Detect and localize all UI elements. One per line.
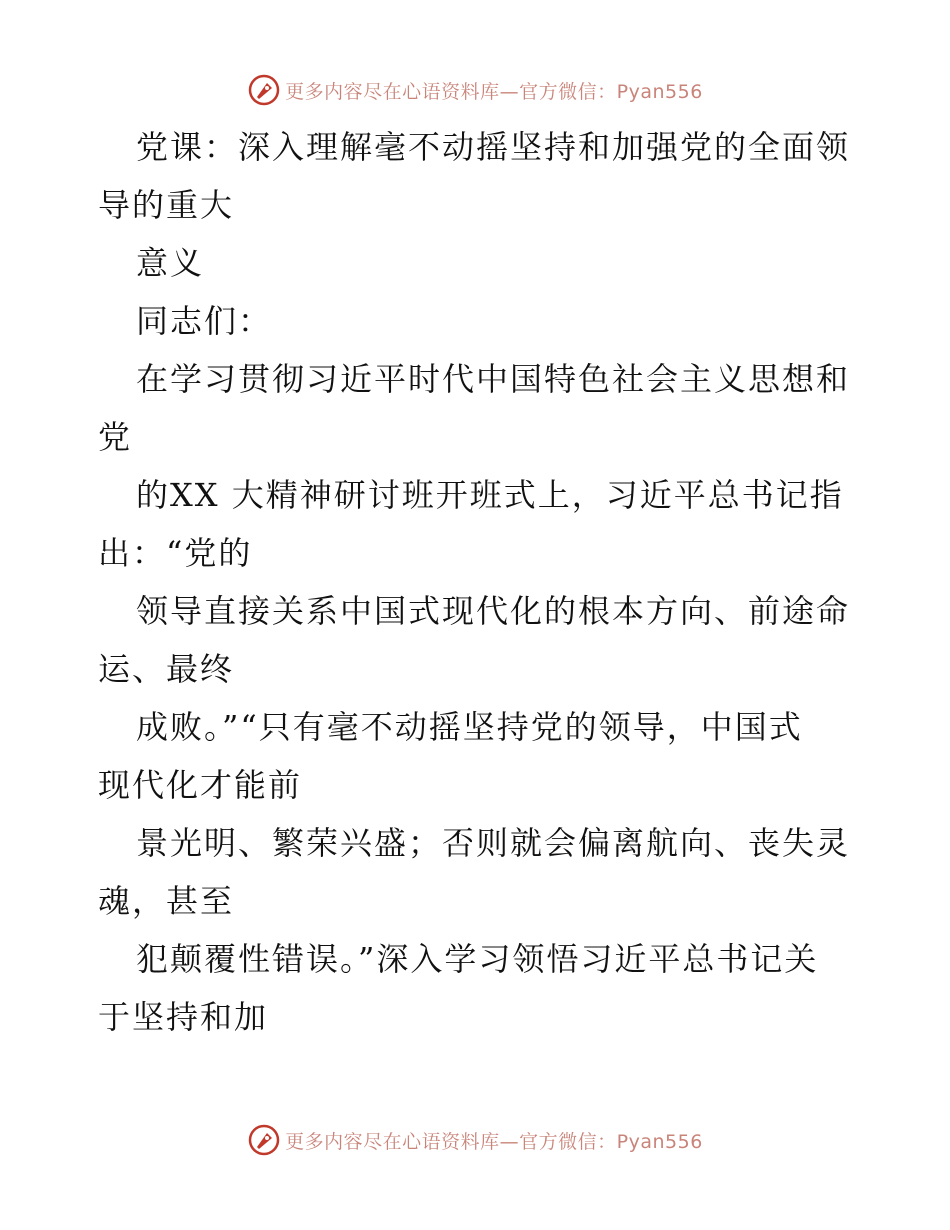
- text-line: 领导直接关系中国式现代化的根本方向、前途命: [136, 592, 851, 630]
- text-line: 成败。”“只有毫不动摇坚持党的领导，中国式: [136, 708, 803, 746]
- text-line: 在学习贯彻习近平时代中国特色社会主义思想和: [136, 360, 851, 398]
- pen-nib-icon: [247, 73, 281, 107]
- text-line: 出：“党的: [98, 534, 253, 572]
- document-body: [98, 118, 858, 1046]
- text-line: 于坚持和加: [98, 998, 269, 1036]
- header-watermark-text: 更多内容尽在心语资料库—官方微信：Pyan556: [285, 80, 703, 103]
- text-line: 犯颠覆性错误。”深入学习领悟习近平总书记关: [136, 940, 819, 978]
- footer-watermark-text: 更多内容尽在心语资料库—官方微信：Pyan556: [285, 1130, 703, 1153]
- text-line: 魂，甚至: [98, 882, 235, 920]
- text-line: 意义: [136, 244, 205, 282]
- header-banner: [0, 70, 950, 110]
- text-line: 党: [98, 418, 133, 456]
- text-line: 党课：深入理解毫不动摇坚持和加强党的全面领: [136, 128, 851, 166]
- text-line: 同志们：: [136, 302, 273, 340]
- text-line: 景光明、繁荣兴盛；否则就会偏离航向、丧失灵: [136, 824, 851, 862]
- footer-banner: [0, 1120, 950, 1160]
- text-line: 现代化才能前: [98, 766, 303, 804]
- pen-nib-icon: [247, 1123, 281, 1157]
- text-line: 导的重大: [98, 186, 235, 224]
- text-line: 运、最终: [98, 650, 235, 688]
- text-line: 的XX 大精神研讨班开班式上，习近平总书记指: [136, 476, 844, 514]
